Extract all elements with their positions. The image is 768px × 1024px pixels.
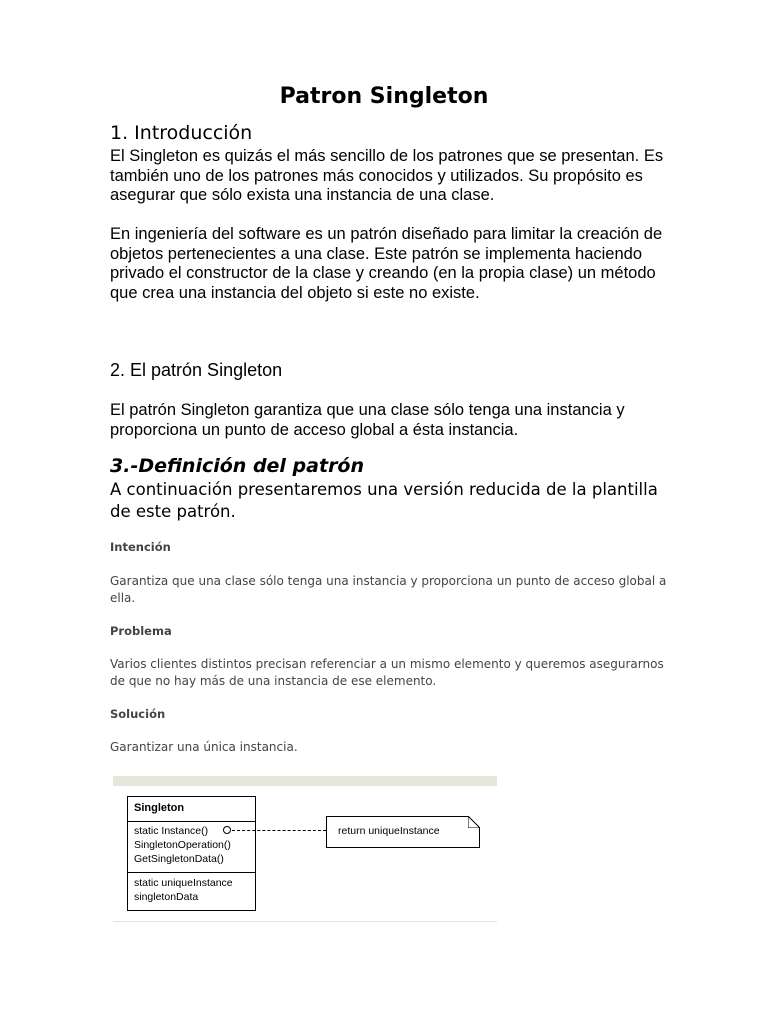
page-title: Patron Singleton [279, 84, 489, 109]
connector-circle [223, 826, 231, 834]
note-box [326, 816, 480, 848]
intro-paragraph-2: En ingeniería del software es un patrón diseñado para limitar la creación de objetos pertenecientes a una clase. Este patrón se implementa haciendo privado el constructor de la clase y creando (en la propia clase) un método que crea una instancia del objeto si este no existe. [110, 225, 663, 302]
attribute-unique-instance: static uniqueInstance [134, 877, 233, 889]
section-heading-introduction: 1. Introducción [110, 122, 253, 144]
class-divider [128, 872, 255, 873]
problem-text: Varios clientes distintos precisan referenciar a un mismo elemento y queremos asegurarnos de que no hay más de una instancia de ese elemento. [110, 657, 664, 688]
class-name: Singleton [134, 802, 185, 814]
note-fold-icon [468, 816, 480, 828]
section-heading-definition: 3.-Definición del patrón [110, 455, 365, 477]
section-heading-singleton: 2. El patrón Singleton [110, 360, 283, 380]
operation-instance: static Instance() [134, 825, 209, 837]
uml-class-diagram [113, 776, 497, 924]
solution-text: Garantizar una única instancia. [110, 740, 298, 754]
intent-text: Garantiza que una clase sólo tenga una instancia y proporciona un punto de acceso global a ella. [110, 574, 667, 605]
singleton-paragraph: El patrón Singleton garantiza que una clase sólo tenga una instancia y proporciona un punto de acceso global a ésta instancia. [110, 401, 625, 439]
problem-heading: Problema [110, 624, 172, 638]
operation-singleton-operation: SingletonOperation() [134, 839, 231, 851]
solution-heading: Solución [110, 707, 166, 721]
class-divider [128, 821, 255, 822]
note-text: return uniqueInstance [338, 825, 440, 837]
operation-get-singleton-data: GetSingletonData() [134, 853, 224, 865]
dashed-connector [232, 830, 326, 831]
diagram-top-bar [113, 776, 497, 786]
diagram-bottom-rule [113, 921, 497, 922]
intro-paragraph-1: El Singleton es quizás el más sencillo de los patrones que se presentan. Es también uno de los patrones más conocidos y utilizados. Su propósito es asegurar que sólo exista una instancia de una clase. [110, 147, 664, 204]
definition-paragraph: A continuación presentaremos una versión reducida de la plantilla de este patrón. [110, 480, 658, 521]
intent-heading: Intención [110, 540, 171, 554]
singleton-class-box [127, 796, 256, 911]
attribute-singleton-data: singletonData [134, 891, 199, 903]
